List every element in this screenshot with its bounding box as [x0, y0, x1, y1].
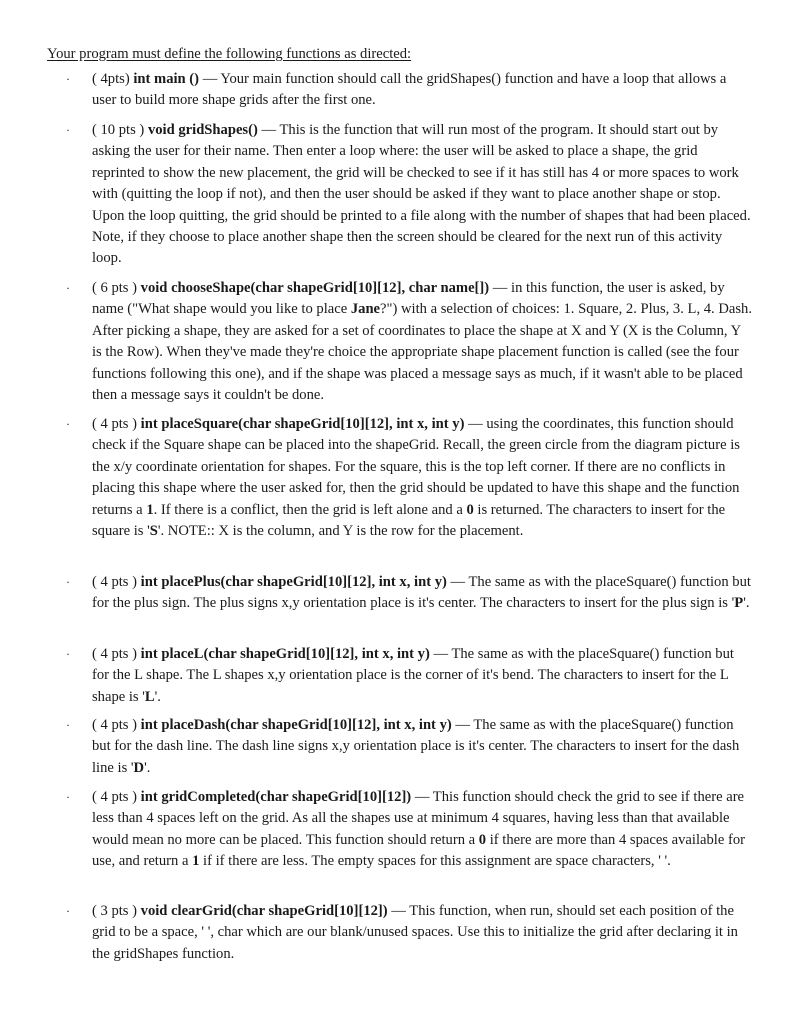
bullet-icon: · — [66, 281, 70, 295]
function-description: — The same as with the placeSquare() function but for the L shape. The L shapes x,y orientation place is the corner of it's bend. The characters to insert for the L shape is ' — [92, 646, 734, 705]
function-item-cleargrid — [92, 901, 752, 965]
function-signature: void gridShapes() — [147, 122, 258, 138]
function-description: — This function, when run, should set each position of the grid to be a space, ' ', char which are our blank/unused spaces. Use this to initialize the grid after declaring it in the gridShapes function. — [92, 903, 738, 962]
function-signature: int gridCompleted(char shapeGrid[10][12]) — [140, 789, 412, 805]
function-description: — This function should check the grid to see if there are less than 4 spaces left on the grid. As all the shapes use at minimum 4 squares, having less than that available would mean no more can be placed. This function should return a — [92, 789, 745, 848]
shape-char: S — [149, 523, 158, 540]
function-item-gridcompleted — [92, 787, 752, 873]
bullet-icon: · — [66, 790, 70, 804]
function-signature: int placePlus(char shapeGrid[10][12], int x, int y) — [140, 574, 447, 590]
function-signature: int placeSquare(char shapeGrid[10][12], int x, int y) — [140, 416, 465, 432]
return-value: 1 — [192, 853, 200, 870]
function-item-placeplus — [92, 572, 752, 615]
function-signature: int main () — [133, 71, 200, 87]
bullet-icon: · — [66, 575, 70, 589]
function-item-placedash — [92, 715, 752, 779]
function-description-cont: '. — [743, 595, 750, 612]
function-description: — The same as with the placeSquare() function but for the dash line. The dash line signs x,y orientation place is it's center. The characters to insert for the dash line is ' — [92, 717, 740, 776]
function-description-cont: ?") with a selection of choices: 1. Square, 2. Plus, 3. L, 4. Dash. After picking a shape, they are asked for a set of coordinates to place the shape at X and Y (X is the Column, Y is the Row). When they've made they're choice the appropriate shape placement function is called (see the four functions following this one), and if the shape was placed a message says as much, if it wasn't able to be placed then a message says it couldn't be done. — [92, 301, 752, 404]
function-description-cont: '. — [154, 688, 161, 705]
function-description: — using the coordinates, this function should check if the Square shape can be placed into the shapeGrid. Recall, the green circle from the diagram picture is the x/y coordinate orientation for shapes. For the square, this is the top left corner. If there are no conflicts in placing this shape where the user asked for, then the grid should be updated to have this shape and the function returns a — [92, 416, 740, 518]
function-item-gridshapes — [92, 120, 752, 270]
bullet-icon: · — [66, 417, 70, 431]
points-label: ( 4 pts ) — [92, 646, 137, 662]
function-description: — in this function, the user is asked, by name ("What shape would you like to place — [92, 280, 725, 318]
points-label: ( 10 pts ) — [92, 122, 145, 138]
shape-char: P — [734, 595, 744, 612]
function-signature: int placeL(char shapeGrid[10][12], int x, int y) — [140, 646, 430, 662]
function-item-main — [92, 69, 752, 112]
function-description: — Your main function should call the gridShapes() function and have a loop that allows a user to build more shape grids after the first one. — [92, 71, 727, 109]
function-description: — The same as with the placeSquare() function but for the plus sign. The plus signs x,y orientation place is it's center. The characters to insert for the plus sign is ' — [92, 574, 751, 612]
function-signature: int placeDash(char shapeGrid[10][12], int x, int y) — [140, 717, 452, 733]
function-description-cont: . If there is a conflict, then the grid is left alone and a — [153, 501, 467, 518]
function-description-cont: '. NOTE:: X is the column, and Y is the row for the placement. — [157, 523, 524, 540]
points-label: ( 6 pts ) — [92, 280, 137, 296]
points-label: ( 3 pts ) — [92, 903, 137, 919]
function-description: — This is the function that will run most of the program. It should start out by asking the user for their name. Then enter a loop where: the user will be asked to place a shape, the grid reprinted to show the new placement, the grid will be checked to see if it has still has 4 or more spaces to work with (quitting the loop if not), and then the user should be asked if they want to place another shape or stop. Upon the loop quitting, the grid should be printed to a file along with the number of shapes that had been placed. Note, if they choose to place another shape then the screen should be cleared for the next run of this activity loop. — [92, 122, 751, 267]
shape-char: L — [144, 688, 155, 705]
example-name: Jane — [350, 301, 381, 318]
section-heading: Your program must define the following functions as directed: — [47, 46, 412, 62]
function-item-chooseshape — [92, 278, 752, 406]
return-value: 0 — [466, 501, 474, 518]
points-label: ( 4 pts ) — [92, 574, 137, 590]
bullet-icon: · — [66, 647, 70, 661]
function-item-placesquare — [92, 414, 752, 542]
function-description-cont: '. — [144, 759, 151, 776]
bullet-icon: · — [66, 72, 70, 86]
function-signature: void chooseShape(char shapeGrid[10][12], char name[]) — [140, 280, 490, 296]
function-description-cont: if there are more than 4 spaces available for use, and return a — [92, 831, 745, 870]
points-label: ( 4 pts ) — [92, 789, 137, 805]
points-label: ( 4 pts ) — [92, 416, 137, 432]
points-label: ( 4pts) — [92, 71, 130, 87]
points-label: ( 4 pts ) — [92, 717, 137, 733]
bullet-icon: · — [66, 718, 70, 732]
function-signature: void clearGrid(char shapeGrid[10][12]) — [140, 903, 388, 919]
bullet-icon: · — [66, 123, 70, 137]
return-value: 1 — [146, 501, 154, 518]
function-item-placel — [92, 644, 752, 708]
function-description-cont: if if there are less. The empty spaces for this assignment are space characters, ' '. — [199, 853, 671, 870]
shape-char: D — [133, 759, 145, 776]
return-value: 0 — [478, 831, 487, 848]
bullet-icon: · — [66, 904, 70, 918]
function-description-cont: is returned. The characters to insert for the square is ' — [92, 501, 726, 540]
